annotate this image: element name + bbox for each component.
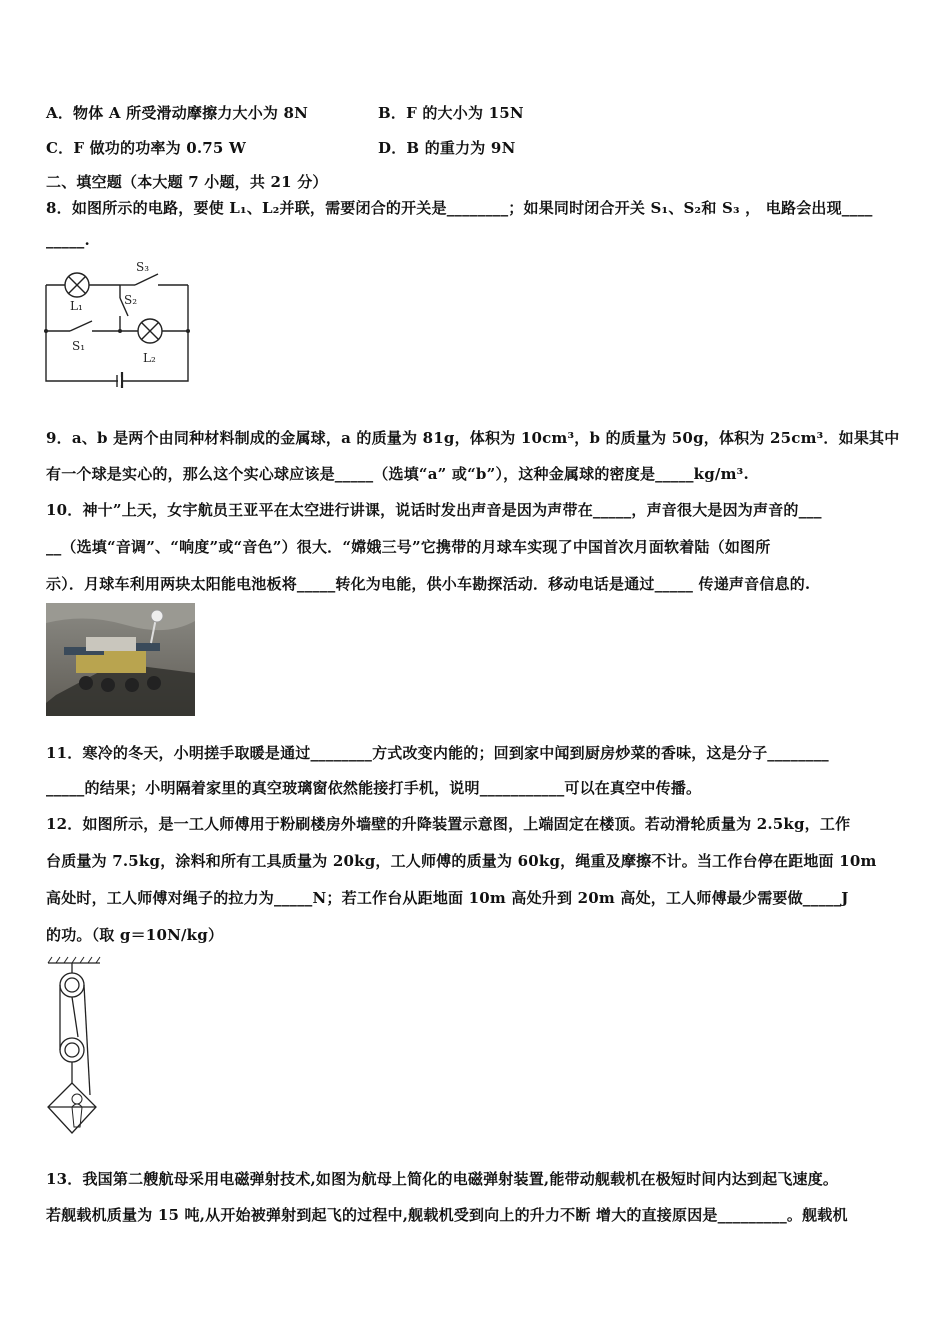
q8-circuit-diagram — [40, 258, 200, 388]
q12-line1: 12．如图所示，是一工人师傅用于粉刷楼房外墙壁的升降装置示意图，上端固定在楼顶。若动滑轮质量为 2.5kg，工作 — [46, 815, 851, 833]
label-s1: S₁ — [72, 339, 86, 353]
label-s3: S₃ — [136, 260, 150, 274]
q12-line2: 台质量为 7.5kg，涂料和所有工具质量为 20kg，工人师傅的质量为 60kg，绳重及摩擦不计。当工作台停在距地面 10m — [46, 852, 877, 870]
q10-line2: __（选填“音调”、“响度”或“音色”）很大．“嫦娥三号”它携带的月球车实现了中国首次月面软着陆（如图所 — [46, 538, 771, 556]
q12-line4: 的功。（取 g＝10N/kg） — [46, 926, 224, 944]
q8-line2: _____. — [46, 231, 90, 249]
q12-line3: 高处时，工人师傅对绳子的拉力为_____N；若工作台从距地面 10m 高处升到 20m 高处，工人师傅最少需要做_____J — [46, 889, 849, 907]
q7-option-a: A．物体 A 所受滑动摩擦力大小为 8N — [46, 104, 309, 122]
q11-line2: _____的结果；小明隔着家里的真空玻璃窗依然能接打手机，说明___________可以在真空中传播。 — [46, 779, 702, 797]
q9-line1: 9．a、b 是两个由同种材料制成的金属球，a 的质量为 81g，体积为 10cm³，b 的质量为 50g，体积为 25cm³．如果其中 — [46, 429, 900, 447]
q11-line1: 11．寒冷的冬天，小明搓手取暖是通过________方式改变内能的；回到家中闻到厨房炒菜的香味，这是分子________ — [46, 744, 829, 762]
q9-line2: 有一个球是实心的，那么这个实心球应该是_____（选填“a” 或“b”），这种金属球的密度是_____kg/m³. — [46, 465, 749, 483]
label-s2: S₂ — [124, 293, 138, 307]
q7-option-d: D．B 的重力为 9N — [378, 139, 516, 157]
q7-option-b: B．F 的大小为 15N — [378, 104, 524, 122]
q10-line1: 10．神十”上天，女宇航员王亚平在太空进行讲课，说话时发出声音是因为声带在_____，声音很大是因为声音的___ — [46, 501, 822, 519]
q8-line1: 8．如图所示的电路，要使 L₁、L₂并联，需要闭合的开关是________；如果同时闭合开关 S₁、S₂和 S₃ ， 电路会出现____ — [46, 199, 873, 217]
lunar-rover-photo — [46, 603, 195, 716]
q13-line2: 若舰载机质量为 15 吨,从开始被弹射到起飞的过程中,舰载机受到向上的升力不断 增大的直接原因是_________。舰载机 — [46, 1206, 848, 1224]
label-l1: L₁ — [70, 299, 83, 313]
q13-line1: 13．我国第二艘航母采用电磁弹射技术,如图为航母上简化的电磁弹射装置,能带动舰载机在极短时间内达到起飞速度。 — [46, 1170, 839, 1188]
pulley-lift-diagram — [44, 955, 104, 1137]
q10-line3: 示）．月球车利用两块太阳能电池板将_____转化为电能，供小车勘探活动．移动电话是通过_____ 传递声音信息的. — [46, 575, 811, 593]
q7-option-c: C．F 做功的功率为 0.75 W — [46, 139, 247, 157]
label-l2: L₂ — [143, 351, 156, 365]
section2-heading: 二、填空题（本大题 7 小题，共 21 分） — [46, 173, 328, 191]
